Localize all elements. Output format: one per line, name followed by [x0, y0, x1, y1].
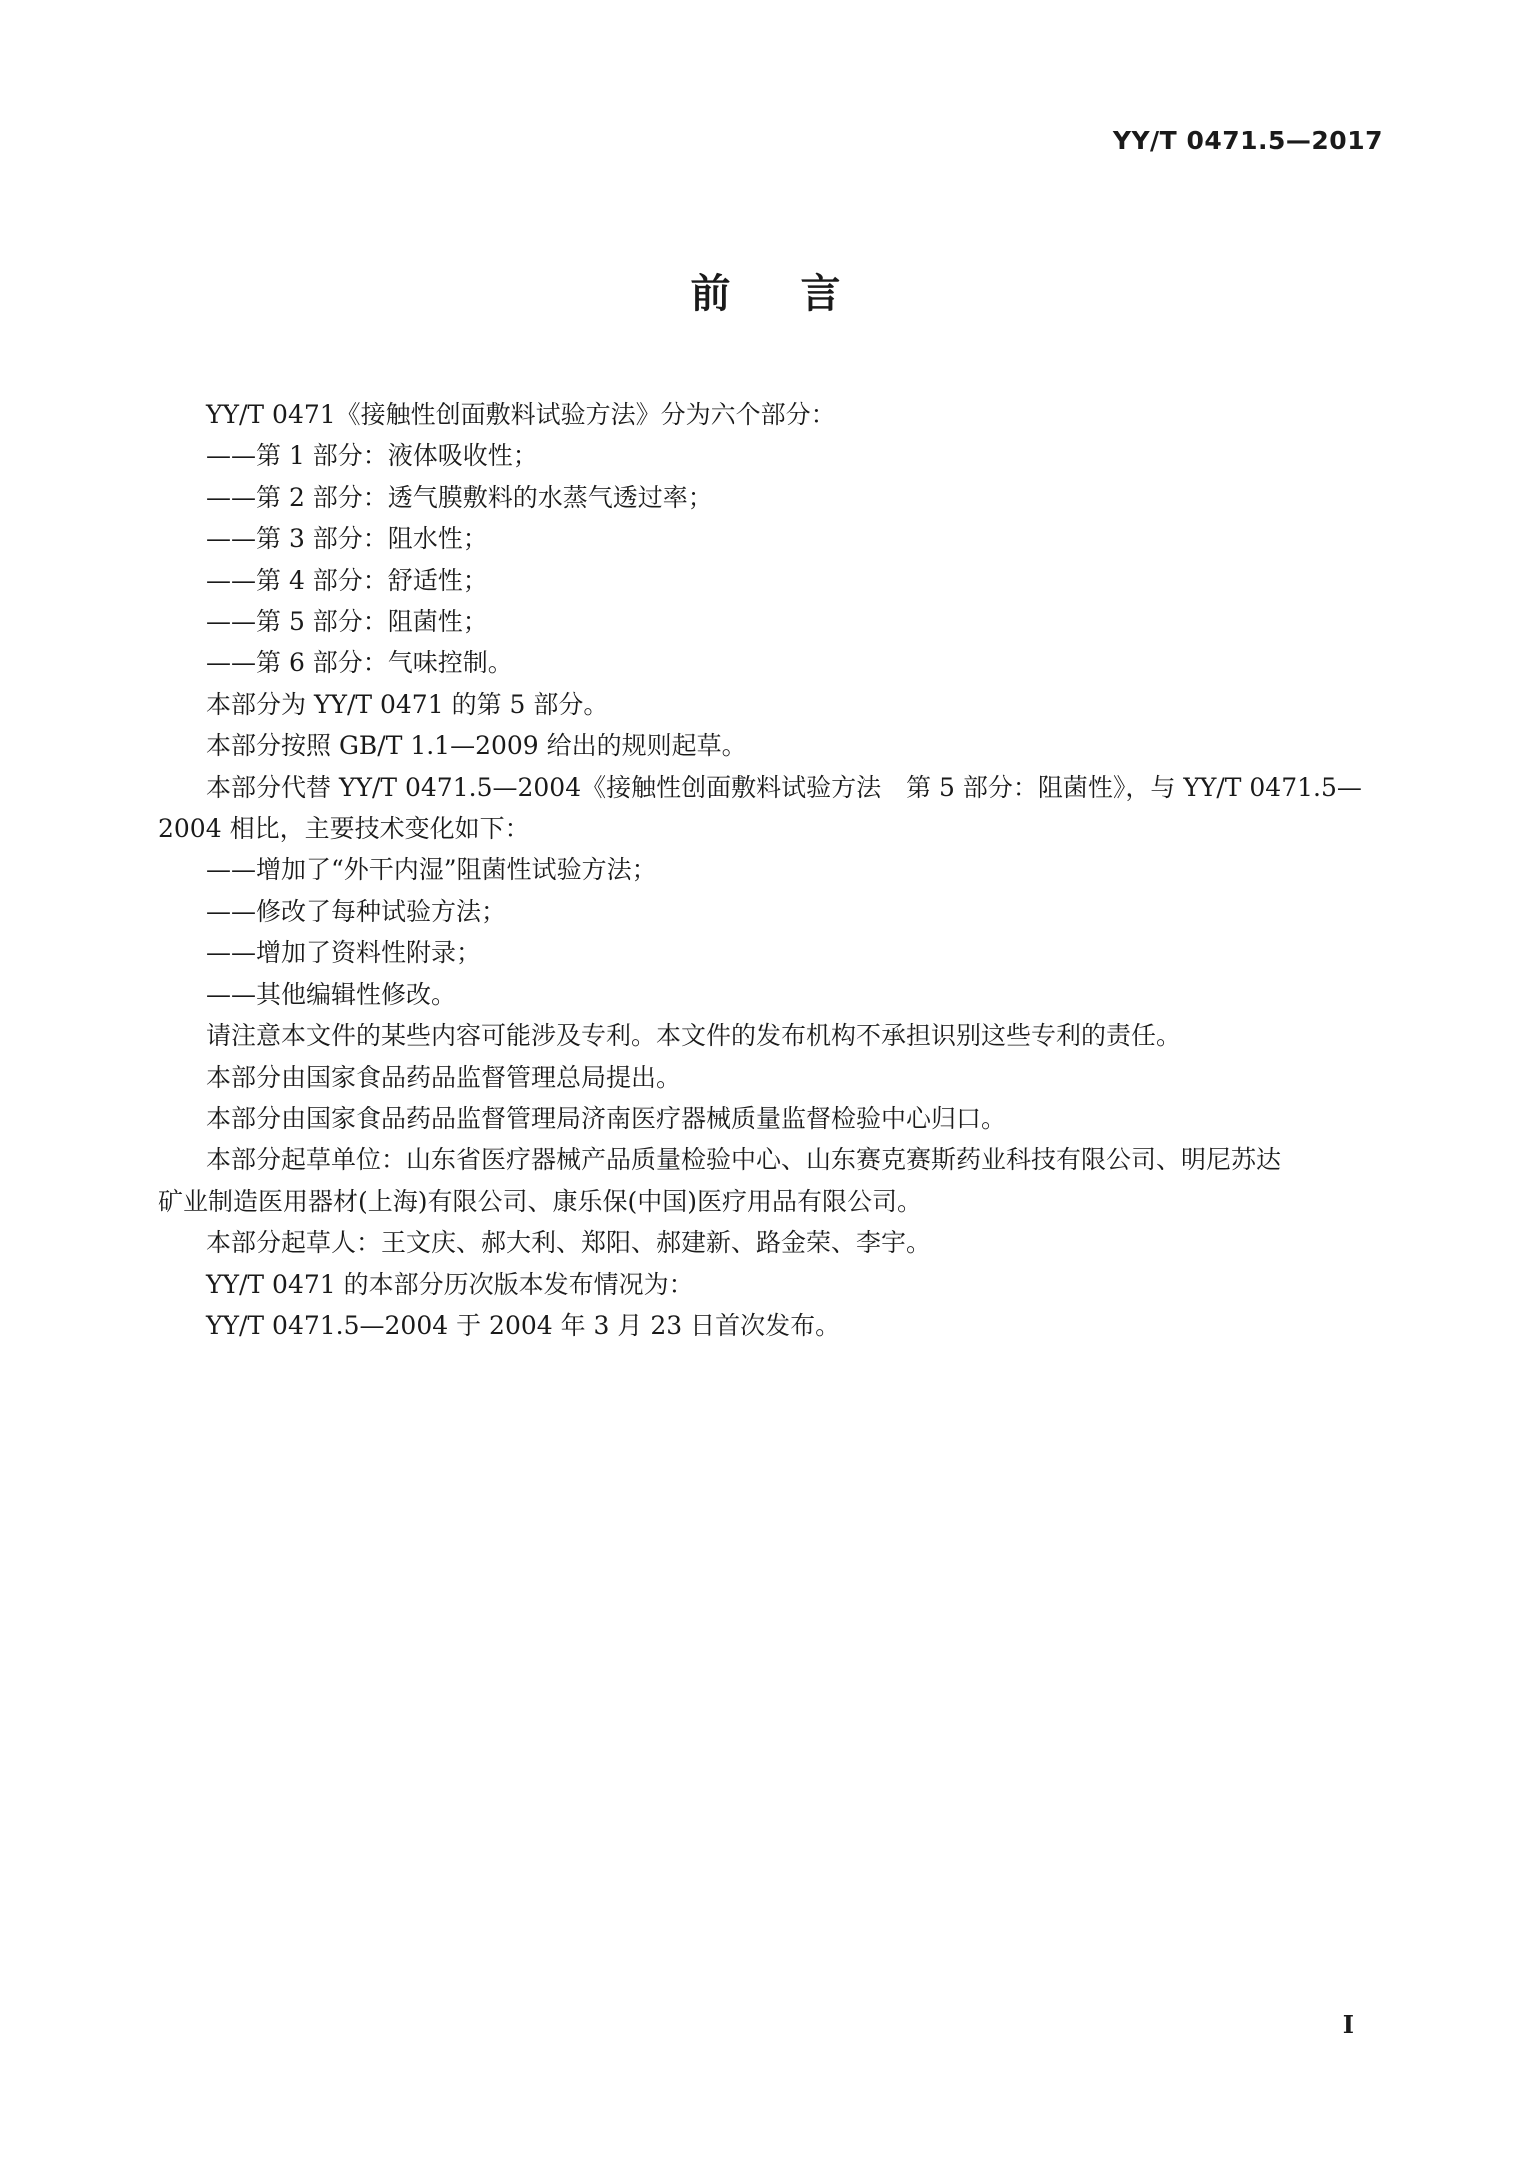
paragraph-patent-notice: 请注意本文件的某些内容可能涉及专利。本文件的发布机构不承担识别这些专利的责任。 [206, 1021, 1182, 1051]
paragraph-first-release: YY/T 0471.5—2004 于 2004 年 3 月 23 日首次发布。 [206, 1310, 841, 1340]
paragraph-drafting-units: 本部分起草单位：山东省医疗器械产品质量检验中心、山东赛克赛斯药业科技有限公司、明尼苏达 [206, 1145, 1282, 1175]
list-item-part-3: ——第 3 部分：阻水性； [206, 524, 488, 554]
paragraph-replaces-continued: 2004 相比，主要技术变化如下： [158, 814, 530, 844]
list-item-part-4: ——第 4 部分：舒适性； [206, 565, 488, 595]
document-code: YY/T 0471.5—2017 [1112, 126, 1383, 155]
paragraph-drafting-units-continued: 矿业制造医用器材(上海)有限公司、康乐保(中国)医疗用品有限公司。 [158, 1186, 923, 1216]
page-title: 前言 [690, 271, 911, 317]
paragraph-technical-committee: 本部分由国家食品药品监督管理局济南医疗器械质量监督检验中心归口。 [206, 1103, 1007, 1133]
paragraph-replaces: 本部分代替 YY/T 0471.5—2004《接触性创面敷料试验方法 第 5 部分：阻菌性》，与 YY/T 0471.5— [206, 772, 1362, 802]
list-item-part-1: ——第 1 部分：液体吸收性； [206, 441, 538, 471]
paragraph-part-number: 本部分为 YY/T 0471 的第 5 部分。 [206, 689, 609, 719]
paragraph-drafters: 本部分起草人：王文庆、郝大利、郑阳、郝建新、路金荣、李宇。 [206, 1228, 932, 1258]
paragraph-version-history: YY/T 0471 的本部分历次版本发布情况为： [206, 1269, 694, 1299]
paragraph-proposed-by: 本部分由国家食品药品监督管理总局提出。 [206, 1062, 682, 1092]
list-item-change-4: ——其他编辑性修改。 [206, 979, 457, 1009]
paragraph-drafting-rules: 本部分按照 GB/T 1.1—2009 给出的规则起草。 [206, 731, 747, 761]
list-item-change-1: ——增加了“外干内湿”阻菌性试验方法； [206, 855, 657, 885]
list-item-change-2: ——修改了每种试验方法； [206, 896, 507, 926]
list-item-part-6: ——第 6 部分：气味控制。 [206, 648, 513, 678]
list-item-part-2: ——第 2 部分：透气膜敷料的水蒸气透过率； [206, 482, 713, 512]
paragraph-parts-intro: YY/T 0471《接触性创面敷料试验方法》分为六个部分： [206, 400, 836, 429]
page-number: I [1342, 2010, 1354, 2039]
list-item-part-5: ——第 5 部分：阻菌性； [206, 607, 488, 637]
list-item-change-3: ——增加了资料性附录； [206, 938, 482, 968]
preface-body [158, 394, 1388, 1346]
